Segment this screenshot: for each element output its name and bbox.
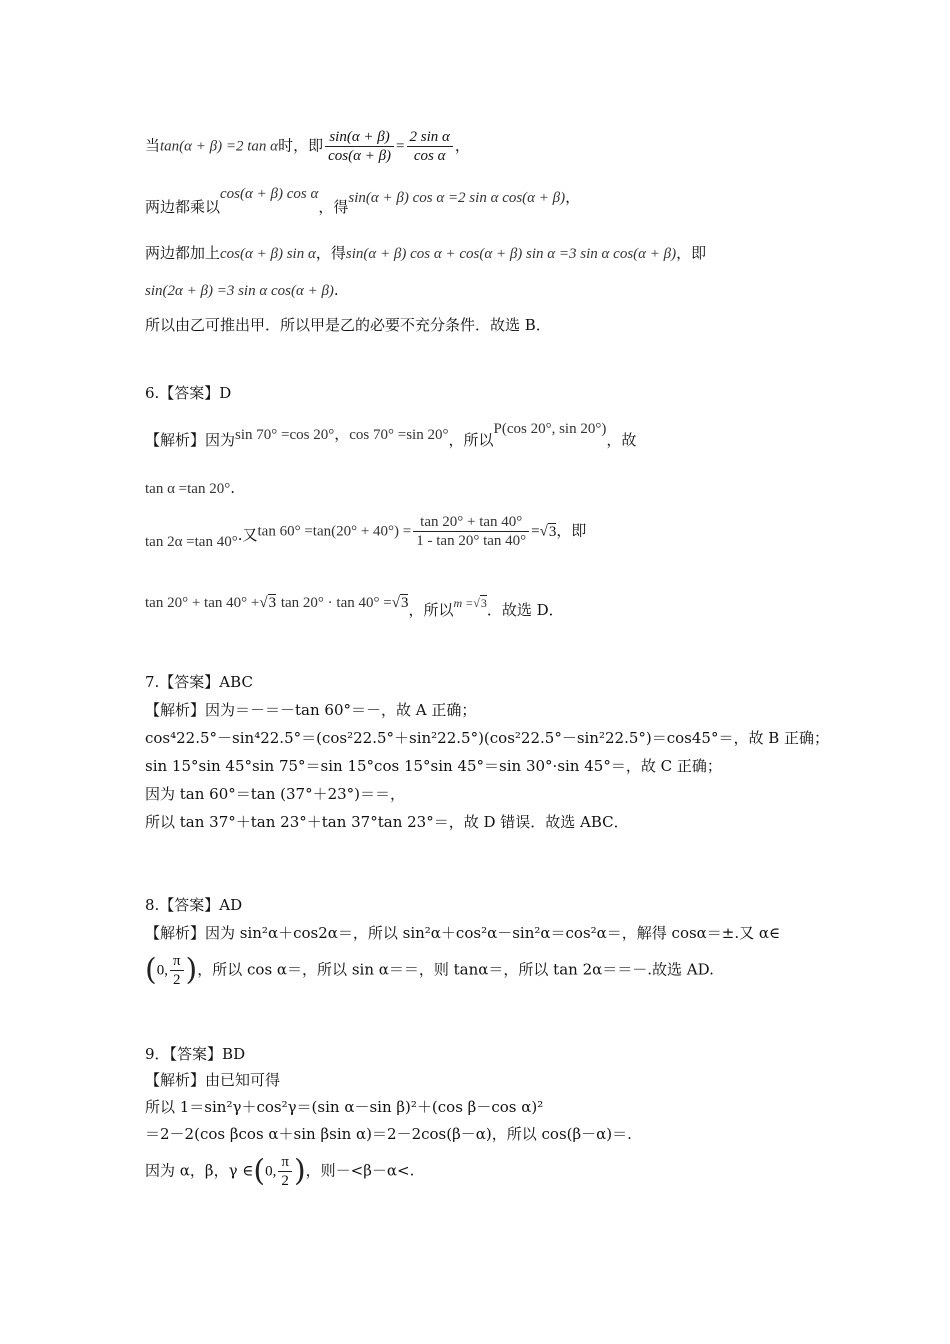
s5-line-1 [145,128,470,165]
text: 所以 tan 37°＋tan 23°＋tan 37°tan 23°＝，故 D 错误．故选 ABC． [145,813,629,831]
s7-line-4 [145,784,405,804]
formula: cos 70° =sin 20° [349,427,449,443]
text: ， [565,188,581,206]
fraction [278,1153,292,1190]
text: ， [334,425,350,443]
text: ，得 [318,198,349,216]
text: 当 [145,136,161,155]
denominator: cos(α + β) [328,148,392,164]
denominator: 1 - tan 20° tan 40° [416,533,527,549]
text: 【解析】由已知可得 [145,1071,281,1089]
text: 因为 α，β，γ ∈ [145,1161,254,1180]
formula: 0, [265,1163,277,1180]
text: 【解析】因为 [145,431,236,449]
s7-heading [145,672,253,692]
formula: sin(α + β) cos α =2 sin α cos(α + β) [348,190,566,206]
formula: sin(α + β) cos α + cos(α + β) sin α =3 sin α cos(α + β) [345,246,677,262]
sqrt: √3 [391,595,409,611]
s6-line-3 [145,513,586,550]
formula: tan 20° + tan 40° + [145,595,260,611]
s8-line-1 [145,923,780,943]
text: cos⁴22.5°－sin⁴22.5°＝(cos²22.5°＋sin²22.5°)(cos²22.5°－sin²22.5°)＝cos45°＝，故 B 正确； [145,729,830,747]
s9-line-3 [145,1124,632,1144]
s9-line-2 [145,1097,543,1117]
numerator: tan 20° + tan 40° [413,513,529,532]
s6-line-2 [145,478,235,499]
denominator: 2 [281,1173,289,1189]
paren: ( [145,952,157,988]
fraction [413,513,529,550]
answer-heading: 9．【答案】BD [145,1045,246,1063]
text: . [230,479,235,497]
text: ．故选 D． [486,601,564,619]
radicand: 3 [268,595,277,611]
s9-line-4 [145,1153,414,1190]
s6-line-1 [145,421,637,449]
s6-heading [145,383,231,403]
text: ，所以 [448,431,494,449]
formula: 0, [156,962,168,979]
fraction [170,952,184,989]
s9-heading [145,1044,245,1064]
formula: P(cos 20°, sin 20°) [493,421,607,437]
s7-line-3 [145,756,722,776]
paren: ( [253,1153,266,1189]
text: ，得 [315,244,346,262]
text: 两边都乘以 [145,198,221,216]
s8-heading [145,895,242,915]
paren: ) [185,952,198,988]
sqrt: √3 [539,523,557,540]
text: ＝2－2(cos βcos α＋sin βsin α)＝2－2cos(β－α)，所以 cos(β－α)＝. [145,1125,632,1143]
answer-heading: 8.【答案】AD [145,896,243,914]
numerator: 2 sin α [407,128,453,147]
formula: tan 60° =tan(20° + 40°) = [257,523,412,540]
s5-line-5 [145,315,551,335]
text: ，所以 [408,601,454,619]
text: 所以由乙可推出甲．所以甲是乙的必要不充分条件．故选 B． [145,316,551,334]
denominator: 2 [173,972,181,988]
formula: tan α =tan 20° [145,481,231,497]
answer-heading: 6.【答案】D [145,384,232,402]
text: . [333,281,339,299]
s5-line-2 [145,186,581,216]
fraction [407,128,453,165]
radicand: 3 [480,596,487,610]
s7-line-2 [145,728,829,748]
formula: sin 70° =cos 20° [235,427,335,443]
text: 【解析】因为 sin²α＋cos2α＝，所以 sin²α＋cos²α－sin²α＝cos²α＝，解得 cosα＝±.又 α∈ [145,924,781,942]
radicand: 3 [548,523,557,540]
text: 【解析】因为＝－＝－tan 60°＝－，故 A 正确； [145,701,477,719]
s6-line-4 [145,592,564,619]
formula: sin(2α + β) =3 sin α cos(α + β) [145,283,334,299]
fraction [325,128,394,165]
text: 所以 1＝sin²γ＋cos²γ＝(sin α－sin β)²＋(cos β－cos α)² [145,1098,544,1116]
s8-line-2 [145,952,714,989]
answer-heading: 7.【答案】ABC [145,673,253,691]
sqrt: √3 [259,595,277,611]
s5-line-3 [145,243,706,264]
formula: tan(α + β) =2 tan α [160,138,279,155]
text: 时，即 [278,136,324,155]
formula: cos(α + β) cos α [220,186,319,202]
s9-line-1 [145,1070,280,1090]
radicand: 3 [400,595,409,611]
s7-line-5 [145,812,629,832]
text: ，所以 cos α＝，所以 sin α＝＝，则 tanα＝，所以 tan 2α＝＝－.故选 AD. [197,960,714,979]
text: sin 15°sin 45°sin 75°＝sin 15°cos 15°sin 45°＝sin 30°·sin 45°＝，故 C 正确； [145,757,722,775]
numerator: π [278,1153,292,1172]
formula: tan 2α =tan 40° [145,533,238,550]
sqrt: √3 [473,596,487,610]
numerator: π [170,952,184,971]
formula: cos(α + β) sin α [220,246,316,262]
text: ，即 [676,244,707,262]
text: ， [454,136,470,155]
equals: = [531,523,540,540]
text: ，故 [606,431,637,449]
text: 两边都加上 [145,244,221,262]
text: .又 [237,525,258,544]
s5-line-4 [145,280,339,301]
denominator: cos α [413,148,446,164]
text: ，即 [556,521,587,540]
s7-line-1 [145,700,476,720]
numerator: sin(α + β) [325,128,394,147]
paren: ) [293,1153,306,1189]
text: 因为 tan 60°＝tan (37°＋23°)＝＝， [145,785,406,803]
text: ，则－<β－α<. [305,1161,415,1180]
formula: m = [453,596,474,610]
formula: tan 20° · tan 40° = [280,595,392,611]
equals: = [396,138,405,155]
